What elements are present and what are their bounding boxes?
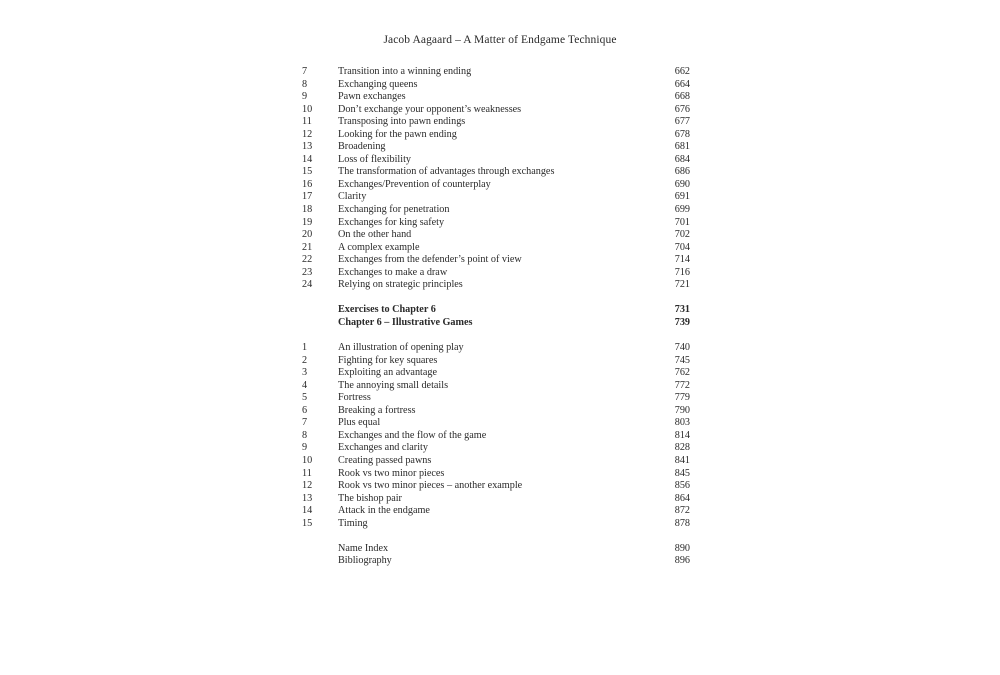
entry-number: 23	[302, 266, 313, 278]
entry-page-number: 716	[674, 266, 690, 278]
toc-entry	[302, 166, 690, 179]
entry-number: 9	[302, 91, 308, 103]
entry-number: 19	[302, 216, 313, 228]
entry-number: 6	[302, 404, 308, 416]
entry-number: 16	[302, 178, 313, 190]
entry-page-number: 662	[674, 66, 690, 77]
entry-title: Name Index	[338, 542, 389, 554]
entry-title: Exchanges to make a draw	[338, 266, 448, 278]
toc-entry	[302, 79, 690, 92]
entry-title: Chapter 6 – Illustrative Games	[338, 316, 473, 328]
toc-entry	[302, 518, 690, 531]
entry-title: The transformation of advantages through exchanges	[338, 166, 555, 178]
entry-page-number: 731	[674, 304, 690, 316]
entry-title: Exchanging for penetration	[338, 204, 450, 216]
toc-entry	[302, 116, 690, 129]
toc-entry	[302, 493, 690, 506]
entry-page-number: 701	[674, 216, 690, 228]
entry-page-number: 721	[674, 279, 690, 291]
entry-title: Fighting for key squares	[338, 354, 438, 366]
entry-title: Pawn exchanges	[338, 91, 406, 103]
toc-entry	[302, 430, 690, 443]
entry-title: Don’t exchange your opponent’s weaknesses	[338, 103, 522, 115]
entry-number: 24	[302, 279, 313, 291]
entry-title: Exchanges for king safety	[338, 216, 445, 228]
entry-title: Rook vs two minor pieces – another example	[338, 480, 523, 492]
entry-number: 15	[302, 517, 313, 529]
entry-title: Rook vs two minor pieces	[338, 467, 445, 479]
entry-title: On the other hand	[338, 229, 412, 241]
toc-entry	[302, 455, 690, 468]
toc-entry	[302, 442, 690, 455]
entry-page-number: 686	[674, 166, 690, 178]
entry-number: 8	[302, 429, 308, 441]
toc-entry	[302, 91, 690, 104]
entry-title: Transition into a winning ending	[338, 66, 472, 77]
entry-page-number: 684	[674, 153, 690, 165]
entry-page-number: 699	[674, 204, 690, 216]
entry-number: 13	[302, 141, 313, 153]
entry-title: Clarity	[338, 191, 367, 203]
entry-page-number: 856	[674, 480, 690, 492]
entry-page-number: 828	[674, 442, 690, 454]
toc-entry	[302, 367, 690, 380]
running-header: Jacob Aagaard – A Matter of Endgame Technique	[383, 34, 617, 46]
entry-page-number: 690	[674, 178, 690, 190]
entry-page-number: 739	[674, 316, 690, 328]
entry-title: Exchanges from the defender’s point of view	[338, 254, 522, 266]
entry-title: Loss of flexibility	[338, 153, 412, 165]
entry-title: Fortress	[338, 392, 371, 404]
entry-title: The annoying small details	[338, 379, 449, 391]
entry-title: Exchanges and the flow of the game	[338, 429, 487, 441]
toc-entry	[302, 242, 690, 255]
entry-title: Plus equal	[338, 417, 381, 429]
entry-number: 5	[302, 392, 308, 404]
toc-entry	[302, 468, 690, 481]
entry-page-number: 890	[674, 542, 690, 554]
entry-title: Breaking a fortress	[338, 404, 416, 416]
entry-page-number: 678	[674, 128, 690, 140]
entry-number: 20	[302, 229, 313, 241]
toc-entry	[302, 342, 690, 355]
entry-number: 14	[302, 505, 313, 517]
toc-entry	[302, 267, 690, 280]
entry-page-number: 745	[674, 354, 690, 366]
toc-entry	[302, 179, 690, 192]
section-spacer	[302, 292, 690, 305]
entry-number: 13	[302, 492, 313, 504]
toc-entry	[302, 104, 690, 117]
toc-entry	[302, 304, 690, 317]
toc-entry	[302, 380, 690, 393]
toc-entry	[302, 417, 690, 430]
entry-number: 2	[302, 354, 308, 366]
entry-number: 18	[302, 204, 313, 216]
entry-page-number: 779	[674, 392, 690, 404]
entry-title: The bishop pair	[338, 492, 402, 504]
entry-page-number: 740	[674, 342, 690, 354]
entry-title: Exercises to Chapter 6	[338, 304, 436, 316]
entry-title: Timing	[338, 517, 368, 529]
entry-number: 10	[302, 103, 313, 115]
toc-entry	[302, 141, 690, 154]
toc-entry	[302, 66, 690, 79]
entry-page-number: 772	[674, 379, 690, 391]
entry-title: Transposing into pawn endings	[338, 116, 466, 128]
toc-entry	[302, 480, 690, 493]
entry-title: Exchanges/Prevention of counterplay	[338, 178, 491, 190]
entry-number: 10	[302, 454, 313, 466]
section-spacer	[302, 530, 690, 543]
toc-entry	[302, 154, 690, 167]
entry-page-number: 878	[674, 517, 690, 529]
entry-page-number: 803	[674, 417, 690, 429]
section-spacer	[302, 329, 690, 342]
entry-page-number: 814	[674, 429, 690, 441]
entry-title: Attack in the endgame	[338, 505, 430, 517]
entry-page-number: 864	[674, 492, 690, 504]
entry-page-number: 845	[674, 467, 690, 479]
entry-page-number: 681	[674, 141, 690, 153]
entry-number: 21	[302, 241, 313, 253]
toc-entry	[302, 392, 690, 405]
entry-number: 12	[302, 480, 313, 492]
toc-entry	[302, 355, 690, 368]
entry-page-number: 668	[674, 91, 690, 103]
toc-entry	[302, 129, 690, 142]
entry-title: Bibliography	[338, 555, 392, 567]
entry-title: An illustration of opening play	[338, 342, 464, 354]
entry-page-number: 790	[674, 404, 690, 416]
entry-title: Broadening	[338, 141, 386, 153]
entry-page-number: 762	[674, 367, 690, 379]
entry-number: 11	[302, 116, 312, 128]
entry-page-number: 872	[674, 505, 690, 517]
toc-entry	[302, 254, 690, 267]
entry-number: 14	[302, 153, 313, 165]
toc-entry	[302, 279, 690, 292]
toc-entry	[302, 543, 690, 556]
entry-title: Relying on strategic principles	[338, 279, 463, 291]
entry-title: Looking for the pawn ending	[338, 128, 457, 140]
toc-entry	[302, 555, 690, 568]
toc-entry	[302, 191, 690, 204]
entry-number: 9	[302, 442, 308, 454]
entry-title: Creating passed pawns	[338, 454, 432, 466]
entry-number: 3	[302, 367, 308, 379]
entry-number: 7	[302, 417, 308, 429]
entry-title: Exchanges and clarity	[338, 442, 428, 454]
entry-number: 12	[302, 128, 313, 140]
entry-number: 1	[302, 342, 308, 354]
entry-page-number: 704	[674, 241, 690, 253]
entry-page-number: 664	[674, 78, 690, 90]
entry-number: 22	[302, 254, 313, 266]
entry-number: 15	[302, 166, 313, 178]
entry-page-number: 714	[674, 254, 690, 266]
toc-entry	[302, 317, 690, 330]
entry-title: Exploiting an advantage	[338, 367, 438, 379]
toc-entry	[302, 505, 690, 518]
entry-number: 17	[302, 191, 313, 203]
entry-number: 4	[302, 379, 308, 391]
table-of-contents	[302, 66, 690, 568]
toc-entry	[302, 405, 690, 418]
toc-entry	[302, 217, 690, 230]
toc-entry	[302, 229, 690, 242]
entry-page-number: 841	[674, 454, 690, 466]
entry-page-number: 677	[674, 116, 690, 128]
entry-page-number: 702	[674, 229, 690, 241]
entry-page-number: 676	[674, 103, 690, 115]
entry-title: A complex example	[338, 241, 420, 253]
entry-number: 8	[302, 78, 308, 90]
entry-page-number: 896	[674, 555, 690, 567]
entry-page-number: 691	[674, 191, 690, 203]
toc-entry	[302, 204, 690, 217]
entry-number: 7	[302, 66, 308, 77]
entry-number: 11	[302, 467, 312, 479]
entry-title: Exchanging queens	[338, 78, 418, 90]
